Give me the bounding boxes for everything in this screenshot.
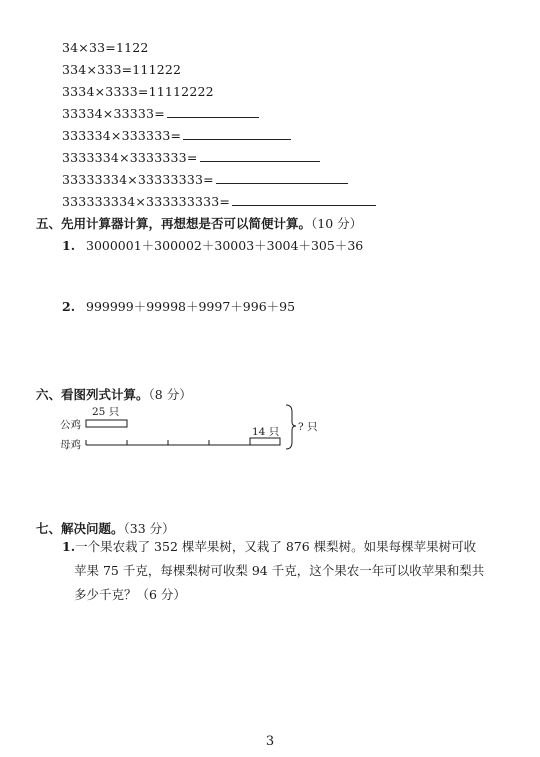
extra-count-label: 14 只 bbox=[252, 426, 280, 438]
rooster-count-label: 25 只 bbox=[92, 406, 120, 418]
page-number: 3 bbox=[265, 734, 275, 749]
sequence-line-1: 34×33=1122 bbox=[62, 40, 149, 55]
section-6-title: 六、看图列式计算。（8 分） bbox=[36, 387, 192, 402]
rooster-bar bbox=[86, 420, 127, 427]
answer-blank[interactable] bbox=[216, 172, 348, 184]
sequence-line-3: 3334×3333=11112222 bbox=[62, 84, 214, 99]
sequence-line-6: 3333334×3333333= bbox=[62, 150, 320, 165]
hen-label: 母鸡 bbox=[60, 439, 81, 451]
answer-blank[interactable] bbox=[183, 128, 291, 140]
extra-segment bbox=[250, 438, 280, 445]
problem-5-1: 1. 3000001＋300002＋30003＋3004＋305＋36 bbox=[62, 238, 364, 253]
sequence-line-8: 333333334×333333333= bbox=[62, 194, 376, 209]
sequence-line-4: 33334×33333= bbox=[62, 106, 259, 121]
problem-5-2: 2. 999999＋99998＋9997＋996＋95 bbox=[62, 299, 296, 314]
sequence-line-2: 334×333=111222 bbox=[62, 62, 182, 77]
total-label: ? 只 bbox=[298, 421, 318, 433]
problem-7-1: 1.一个果农栽了 352 棵苹果树，又栽了 876 棵梨树。如果每棵苹果树可收 苹果 75 千克，每棵梨树可收梨 94 千克，这个果农一年可以收苹果和梨共 多少千克？（6 分） bbox=[62, 539, 485, 602]
line-diagram bbox=[40, 402, 340, 457]
sequence-line-7: 33333334×33333333= bbox=[62, 172, 348, 187]
answer-blank[interactable] bbox=[167, 106, 259, 118]
answer-blank[interactable] bbox=[200, 150, 320, 162]
rooster-label: 公鸡 bbox=[60, 419, 81, 431]
answer-blank[interactable] bbox=[232, 194, 376, 206]
sequence-line-5: 333334×333333= bbox=[62, 128, 291, 143]
section-7-title: 七、解决问题。（33 分） bbox=[36, 521, 175, 536]
total-brace bbox=[286, 405, 296, 449]
section-5-title: 五、先用计算器计算，再想想是否可以简便计算。（10 分） bbox=[36, 216, 363, 231]
